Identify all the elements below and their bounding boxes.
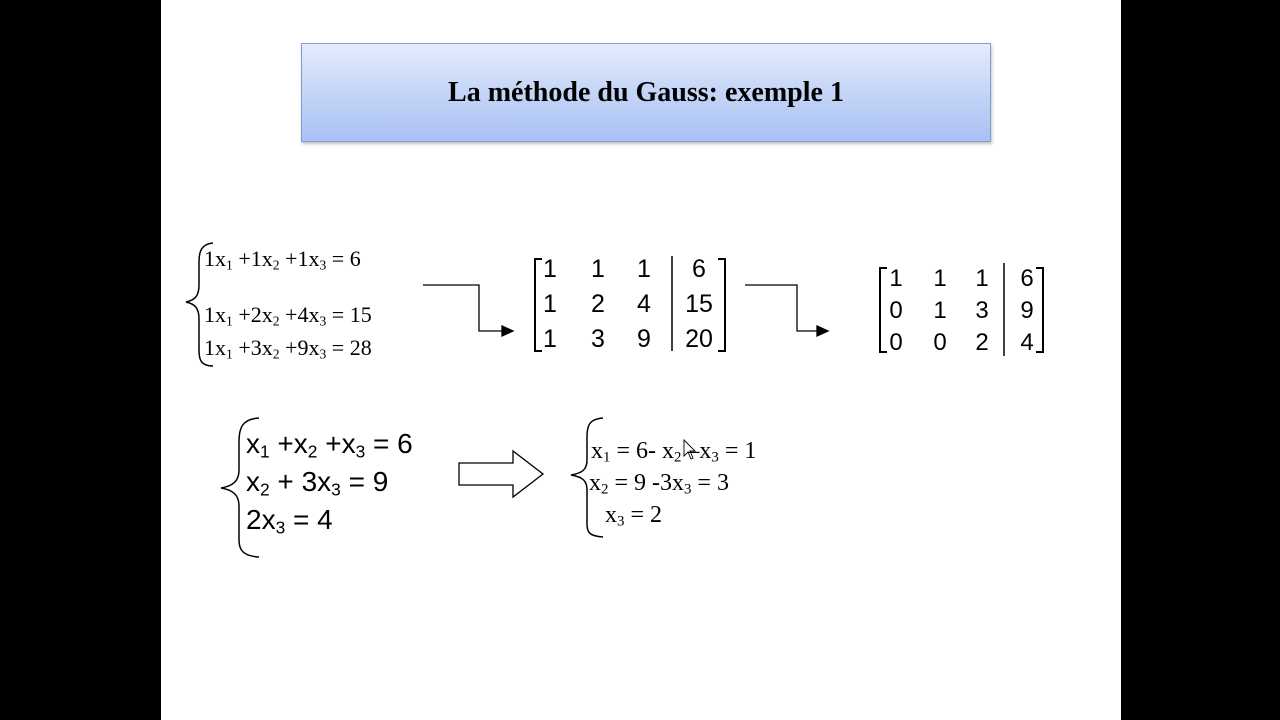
system2-equation-3: $2x_3 = 4$	[246, 504, 333, 538]
slide	[161, 0, 1121, 720]
matrix-cell: 20	[685, 325, 713, 353]
matrix-cell: 4	[637, 290, 651, 318]
matrix-cell: 0	[889, 297, 903, 324]
slide-title: La méthode du Gauss: exemple 1	[448, 76, 844, 108]
matrix-cell: 1	[591, 255, 605, 283]
matrix-cell: 3	[975, 297, 989, 324]
matrix-cell: 1	[543, 290, 557, 318]
drawing-layer	[161, 0, 1121, 720]
matrix-cell: 3	[591, 325, 605, 353]
system1-equation-1: $1x_1 +1x_2 +1x_3 = 6$	[204, 246, 361, 273]
solution-equation-1: $x_1 = 6-$ $x_2$ $-x_3 = 1$	[591, 438, 757, 466]
solution-equation-2: $x_2 = 9$ $-3x_3 = 3$	[589, 470, 729, 498]
matrix-cell: 6	[1020, 265, 1034, 292]
arrow-right-icon	[423, 285, 513, 336]
matrix-cell: 9	[637, 325, 651, 353]
system2-equation-2: $x_2 + 3x_3 = 9$	[246, 466, 389, 500]
system1-equation-2: $1x_1 +2x_2 +4x_3 = 15$	[204, 302, 372, 329]
matrix-cell: 2	[591, 290, 605, 318]
matrix-cell: 4	[1020, 329, 1034, 356]
system2-equation-1: $x_1 +x_2 +x_3 = 6$	[246, 428, 413, 462]
solution-equation-3: $x_3 = 2$	[605, 502, 662, 530]
matrix-cell: 1	[975, 265, 989, 292]
matrix-cell: 0	[933, 329, 947, 356]
system1-equation-3: $1x_1 +3x_2 +9x_3 = 28$	[204, 335, 372, 362]
arrow-right-icon	[745, 285, 828, 336]
block-arrow-icon	[459, 451, 543, 497]
matrix-cell: 0	[889, 329, 903, 356]
matrix-cell: 2	[975, 329, 989, 356]
matrix-cell: 15	[685, 290, 713, 318]
matrix-cell: 1	[889, 265, 903, 292]
matrix-cell: 1	[637, 255, 651, 283]
matrix-cell: 1	[543, 325, 557, 353]
matrix-cell: 1	[543, 255, 557, 283]
matrix-cell: 1	[933, 297, 947, 324]
matrix-cell: 1	[933, 265, 947, 292]
matrix-cell: 6	[692, 255, 706, 283]
matrix-cell: 9	[1020, 297, 1034, 324]
